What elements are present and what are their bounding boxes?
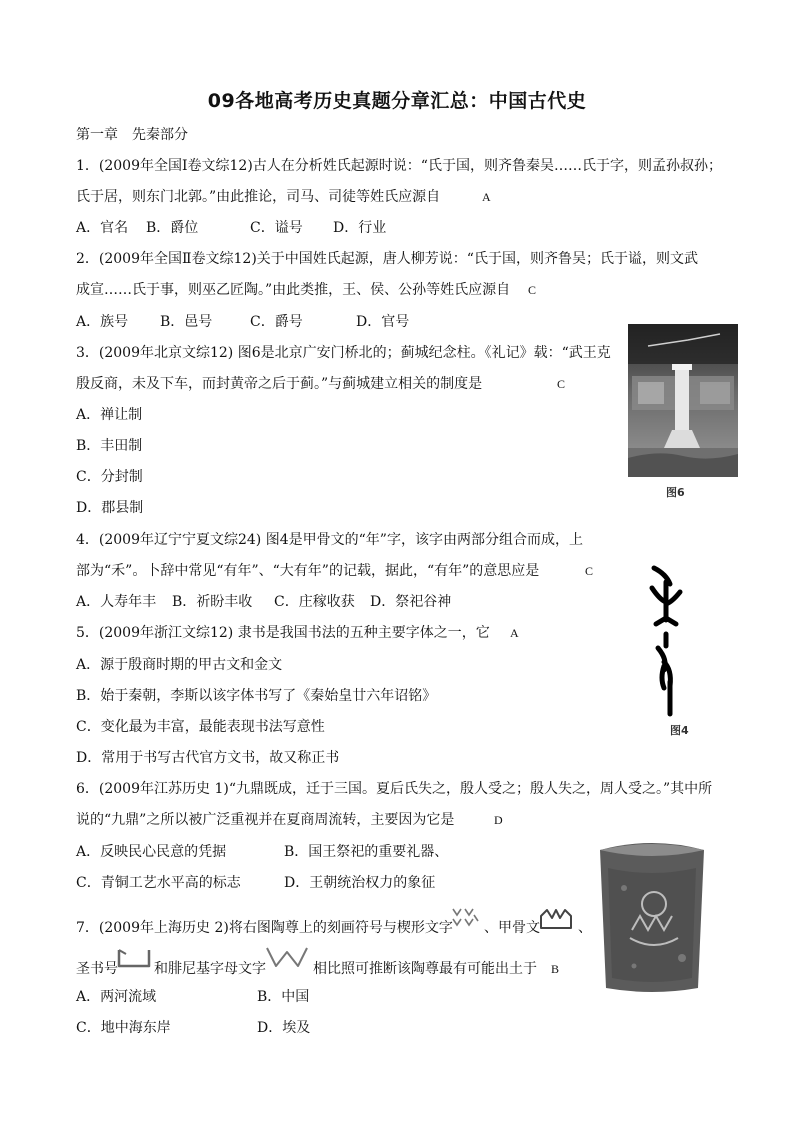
oracle-bone-script-sign-icon xyxy=(538,906,574,932)
q6-answer: D xyxy=(494,813,503,827)
q7-text-line2c: 相比照可推断该陶尊最有可能出土于 xyxy=(313,961,537,977)
q2-option-d: D．官号 xyxy=(356,314,410,330)
q1-option-a: A．官名 xyxy=(76,220,129,236)
q2-text-line1: 2．(2009年全国Ⅱ卷文综12)关于中国姓氏起源，唐人柳芳说：“氏于国，则齐鲁吴；氏于谥，则文武 xyxy=(76,251,698,267)
q2-option-c: C．爵号 xyxy=(250,314,303,330)
q4-text-line1: 4．(2009年辽宁宁夏文综24) 图4是甲骨文的“年”字，该字由两部分组合而成，上 xyxy=(76,532,583,548)
q6-text-line2: 说的“九鼎”之所以被广泛重视并在夏商周流转，主要因为它是 xyxy=(76,812,455,828)
q5-option-d: D．常用于书写古代官方文书，故又称正书 xyxy=(76,750,340,766)
q7-answer: B xyxy=(551,962,560,976)
q4-answer: C xyxy=(585,564,594,578)
q2-text-line2: 成宣……氏于事，则巫乙匠陶。”由此类推，王、侯、公孙等姓氏应源自 xyxy=(76,282,511,298)
q7-option-b: B．中国 xyxy=(257,989,310,1005)
q3-text-line1: 3．(2009年北京文综12) 图6是北京广安门桥北的；蓟城纪念柱。《礼记》载：“武王克 xyxy=(76,345,611,361)
figure-4-caption: 图4 xyxy=(670,724,689,737)
hieroglyph-sign-icon xyxy=(116,946,152,970)
q1-option-d: D．行业 xyxy=(333,220,387,236)
q3-text-line2: 殷反商，未及下车，而封黄帝之后于蓟。”与蓟城建立相关的制度是 xyxy=(76,376,483,392)
figure-6-caption: 图6 xyxy=(666,486,685,499)
q3-option-d: D．郡县制 xyxy=(76,500,144,516)
page-title: 09各地高考历史真题分章汇总：中国古代史 xyxy=(207,90,587,112)
q7-text-line2a: 圣书号 xyxy=(76,961,118,977)
q6-option-d: D．王朝统治权力的象征 xyxy=(284,875,436,891)
q7-option-d: D．埃及 xyxy=(257,1020,311,1036)
q7-option-c: C．地中海东岸 xyxy=(76,1020,171,1036)
q1-text-line1: 1．(2009年全国Ⅰ卷文综12)古人在分析姓氏起源时说：“氏于国，则齐鲁秦吴……氏于字，则孟孙叔孙； xyxy=(76,158,722,174)
q3-option-c: C．分封制 xyxy=(76,469,143,485)
q2-option-a: A．族号 xyxy=(76,314,129,330)
q4-option-b: B．祈盼丰收 xyxy=(172,594,253,610)
q7-text-line1b: 、甲骨文 xyxy=(484,920,540,936)
q1-option-c: C．谥号 xyxy=(250,220,303,236)
q6-option-c: C．青铜工艺水平高的标志 xyxy=(76,875,241,891)
q7-option-a: A．两河流域 xyxy=(76,989,157,1005)
q4-option-c: C．庄稼收获 xyxy=(274,594,355,610)
q4-option-d: D．祭祀谷神 xyxy=(370,594,452,610)
q6-text-line1: 6．(2009年江苏历史 1)“九鼎既成，迁于三国。夏后氏失之，殷人受之；殷人失之，周人受之。”其中所 xyxy=(76,781,713,797)
q1-option-b: B．爵位 xyxy=(146,220,199,236)
q3-option-a: A．禅让制 xyxy=(76,407,143,423)
q7-text-line1c: 、 xyxy=(578,920,592,936)
q6-option-a: A．反映民心民意的凭据 xyxy=(76,844,227,860)
q7-text-line1a: 7．(2009年上海历史 2)将右图陶尊上的刻画符号与楔形文字 xyxy=(76,920,453,936)
phoenician-letter-sign-icon xyxy=(264,944,310,970)
figure-4-oracle-bone-nian-glyph xyxy=(640,562,690,722)
q3-option-b: B．丰田制 xyxy=(76,438,143,454)
q3-answer: C xyxy=(557,377,566,391)
q5-option-b: B．始于秦朝，李斯以该字体书写了《秦始皇廿六年诏铭》 xyxy=(76,688,437,704)
pottery-vessel-photo xyxy=(594,838,710,992)
q1-answer: A xyxy=(482,190,491,204)
q4-option-a: A．人寿年丰 xyxy=(76,594,157,610)
q6-option-b: B．国王祭祀的重要礼器、 xyxy=(284,844,449,860)
q7-text-line2b: 和腓尼基字母文字 xyxy=(154,961,266,977)
q5-option-c: C．变化最为丰富，最能表现书法写意性 xyxy=(76,719,325,735)
q5-answer: A xyxy=(510,626,519,640)
figure-6-memorial-column-photo xyxy=(628,324,738,477)
q5-text-line1: 5．(2009年浙江文综12) 隶书是我国书法的五种主要字体之一，它 xyxy=(76,625,490,641)
q2-option-b: B．邑号 xyxy=(160,314,213,330)
q1-text-line2: 氏于居，则东门北郭。”由此推论，司马、司徒等姓氏应源自 xyxy=(76,189,441,205)
chapter-heading: 第一章 先秦部分 xyxy=(76,127,188,143)
q4-text-line2: 部为“禾”。卜辞中常见“有年”、“大有年”的记载，据此，“有年”的意思应是 xyxy=(76,563,540,579)
q5-option-a: A．源于殷商时期的甲古文和金文 xyxy=(76,657,283,673)
cuneiform-sign-icon xyxy=(450,905,480,929)
q2-answer: C xyxy=(528,283,537,297)
